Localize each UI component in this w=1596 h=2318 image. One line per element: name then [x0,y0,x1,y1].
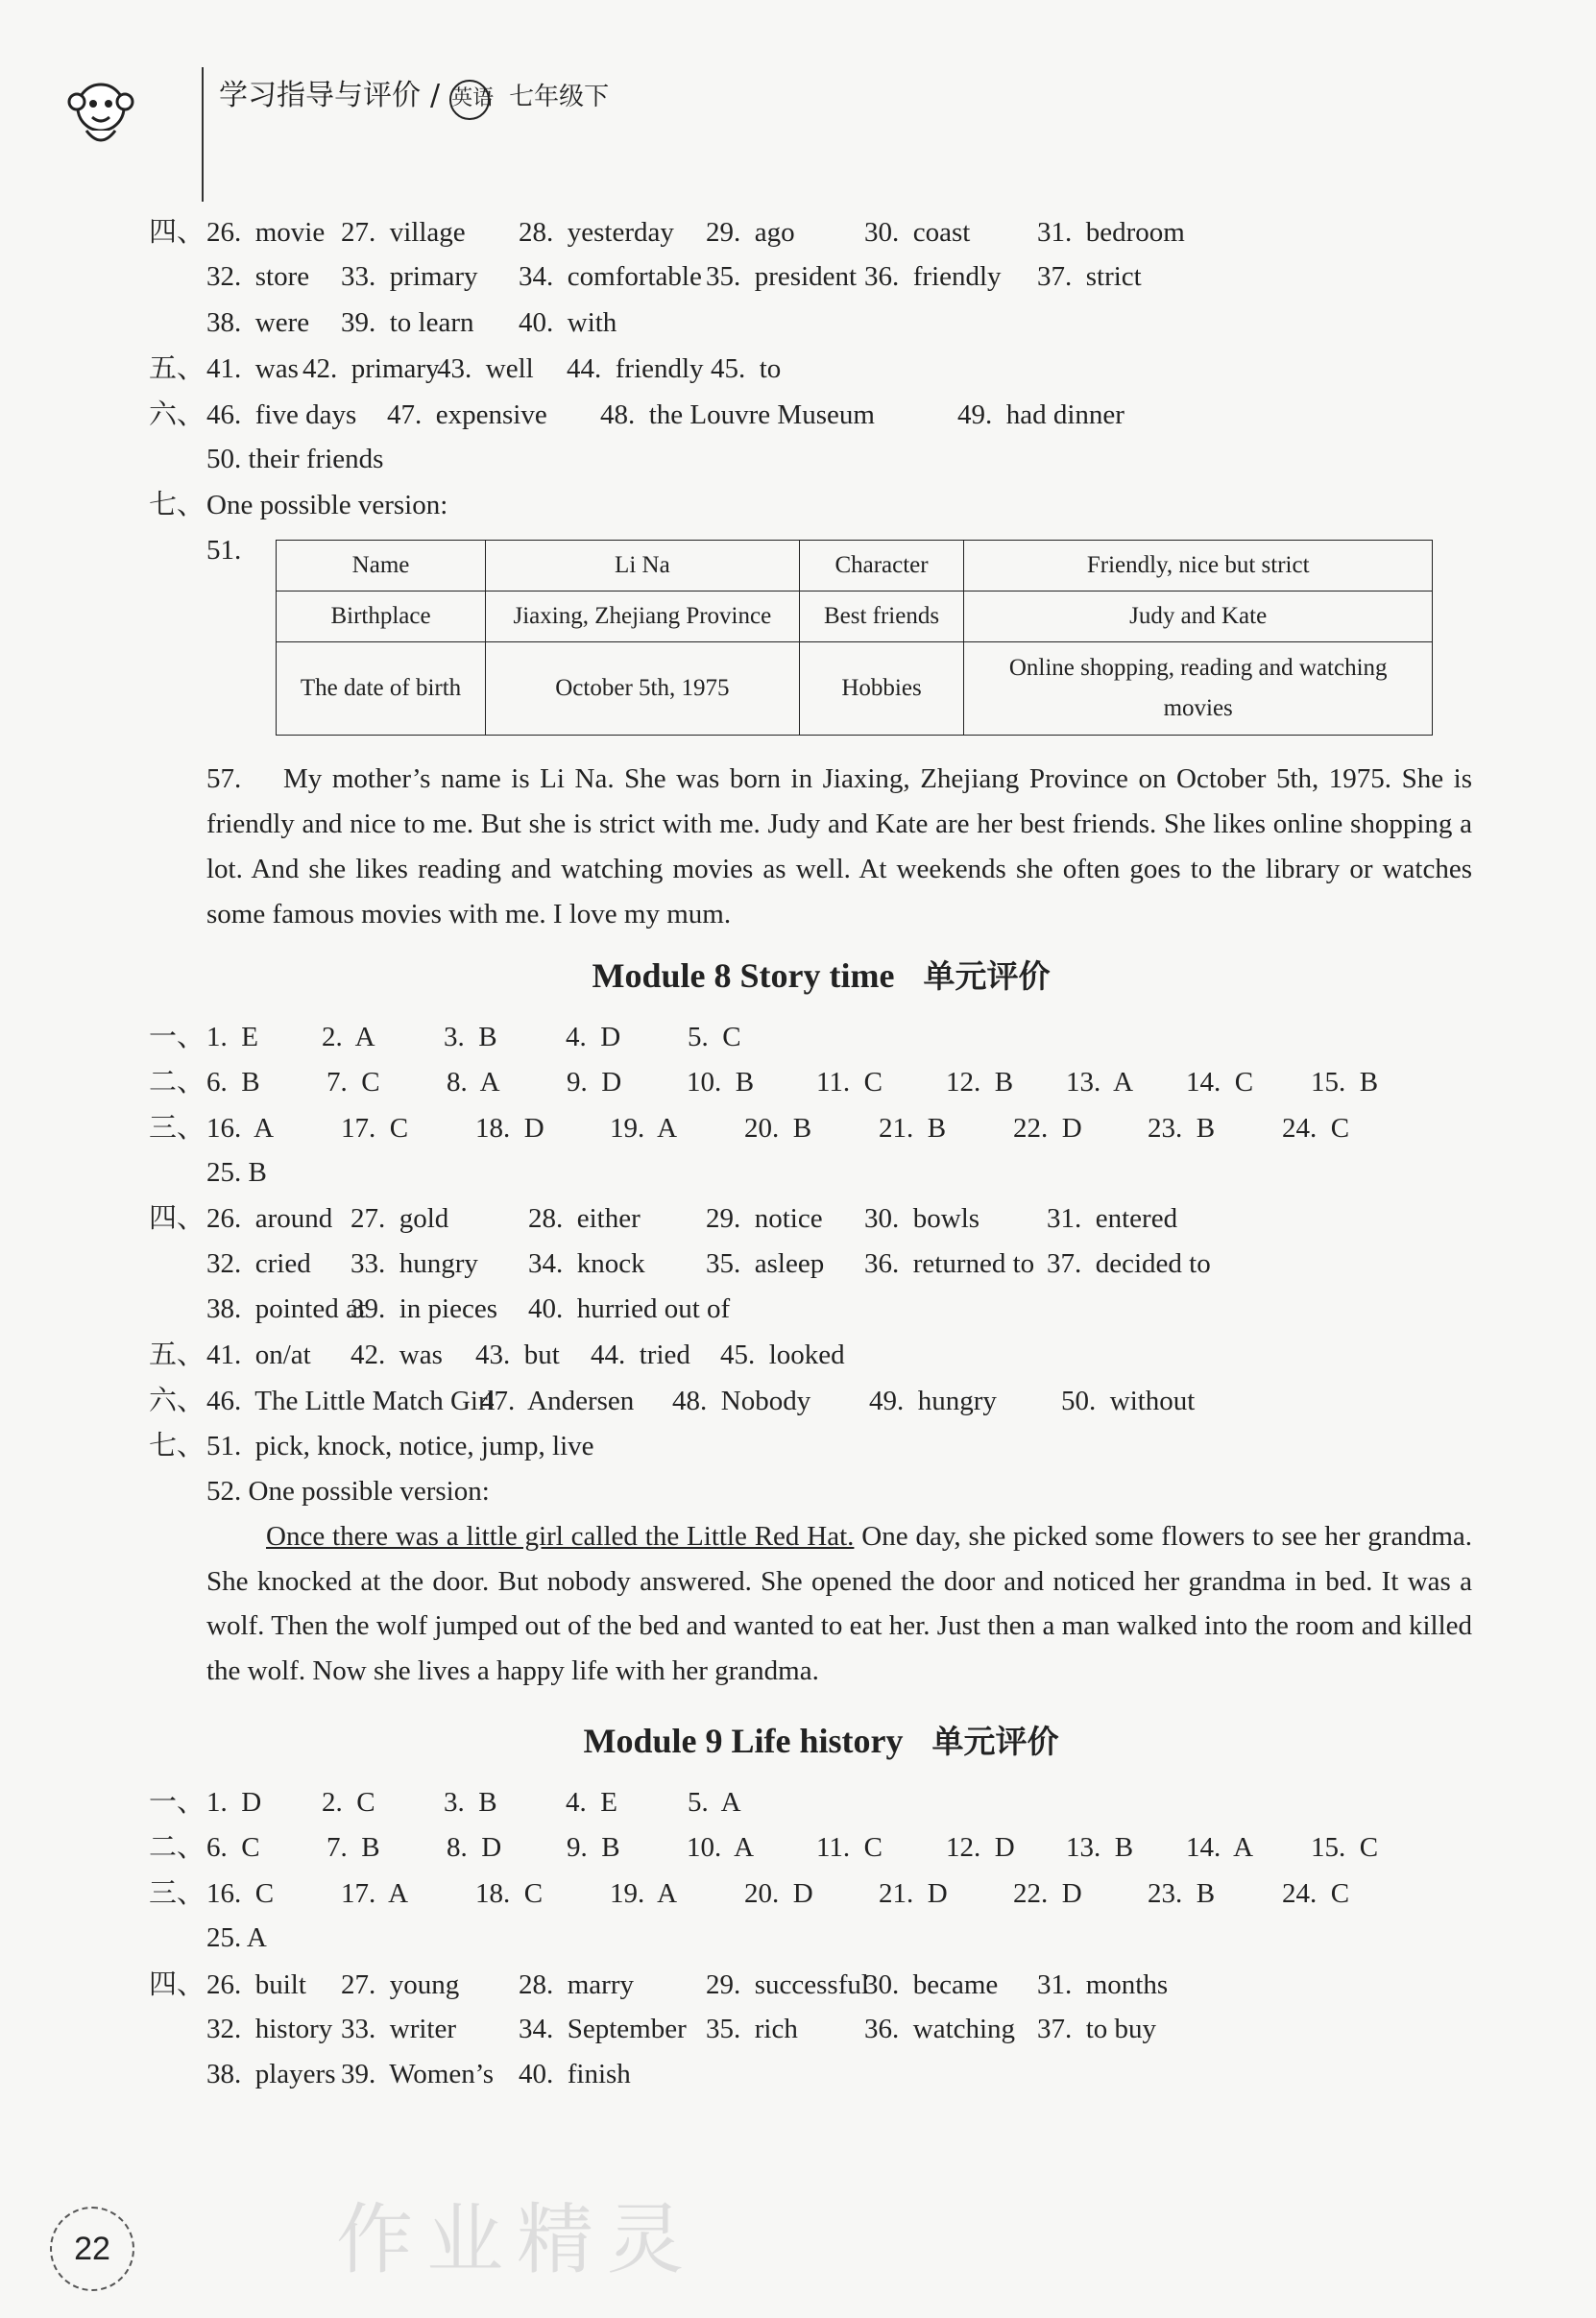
answer-item: 43. but [475,1340,560,1371]
answer-item: 6. B [206,1067,260,1099]
answer-row [149,2052,1436,2097]
answer-item: 28. yesterday [519,217,674,248]
answer-item: 30. bowls [864,1203,980,1235]
table-cell: Character [799,541,964,592]
answer-item: 10. A [687,1832,755,1864]
answer-item: 11. C [816,1832,883,1864]
header-divider [202,67,204,202]
module9-title: Module 9 Life history 单元评价 [583,1722,1059,1761]
m8-q6 [149,1378,1436,1423]
table-cell: Jiaxing, Zhejiang Province [486,592,800,642]
answer-item: 20. B [744,1112,812,1144]
answer-item: 39. to learn [341,306,474,338]
answer-item: 51. pick, knock, notice, jump, live [206,1431,594,1462]
answer-item: 10. B [687,1067,755,1099]
answer-item: 9. B [567,1832,620,1864]
answer-item: 27. village [341,217,466,248]
answer-row [149,301,1436,346]
section-marker: 二、 [149,1830,206,1864]
answer-item: 30. coast [864,217,971,248]
answer-item: 1. E [206,1021,258,1052]
answer-item: 27. gold [351,1203,449,1235]
answer-item: 21. D [879,1877,948,1909]
answer-item: 5. C [688,1021,741,1052]
table-row [277,592,1433,642]
table-cell: Online shopping, reading and watching movies [964,642,1433,736]
answer-item: 23. B [1148,1877,1216,1909]
answer-item: 27. young [341,1968,460,2000]
answer-item: 7. C [326,1067,380,1099]
answer-item: 37. to buy [1037,2013,1157,2044]
answer-item: 9. D [567,1067,622,1099]
answer-item: 41. on/at [206,1340,311,1371]
answer-item: 28. marry [519,1968,634,2000]
answer-content [149,209,1472,2098]
answer-item: 28. either [528,1203,641,1235]
watermark: 作业精灵 [336,2195,697,2284]
table-cell: October 5th, 1975 [486,642,800,736]
answer-item: 36. watching [864,2013,1016,2044]
answer-item: 26. movie [206,217,326,248]
answer-item: 38. players [206,2059,336,2090]
answer-item: 49. hungry [869,1385,997,1416]
answer-item: 26. around [206,1203,333,1235]
section-marker: 五、 [149,1338,206,1371]
prev-q7: 七、One possible version: [149,488,448,521]
answer-item: 42. primary [302,353,440,385]
answer-item: 48. Nobody [672,1385,811,1416]
answer-item: 24. C [1282,1112,1350,1144]
section-marker: 四、 [149,1967,206,2000]
prev-q6 [149,392,1436,437]
m8-q3 [149,1105,1436,1150]
table-cell: Birthplace [277,592,486,642]
answer-item: 31. bedroom [1037,217,1185,248]
answer-item: 16. C [206,1877,275,1909]
answer-item: 18. D [475,1112,544,1144]
answer-item: 19. A [610,1112,678,1144]
answer-item: 35. rich [706,2013,798,2044]
section-marker: 三、 [149,1875,206,1909]
answer-item: 35. asleep [706,1247,825,1279]
table-cell: Friendly, nice but strict [964,541,1433,592]
answer-item: 44. friendly [567,353,704,385]
answer-item: 41. was [206,353,299,385]
answer-row [149,1195,1436,1241]
m8-q1 [149,1014,1436,1059]
answer-item: 37. decided to [1047,1247,1211,1279]
answer-item: 15. C [1311,1832,1379,1864]
table-cell: Judy and Kate [964,592,1433,642]
m9-q1 [149,1779,1436,1824]
prev-q50: 50. their friends [206,443,384,474]
m8-story: Once there was a little girl called the Little Red Hat. One day, she picked some flowers to see her grandma. She knocked at the door. But nobody answered. She opened the door and noticed her grandma in bed. It was a wolf. Then the wolf jumped out of the bed and wanted to eat her. Just then a man walked into the room and killed the wolf. Now she lives a happy life with her grandma. [206,1521,1472,1686]
answer-item: 12. B [946,1067,1014,1099]
answer-item: 37. strict [1037,261,1142,293]
answer-item: 12. D [946,1832,1015,1864]
m8-q52: 52. One possible version: [206,1475,490,1507]
answer-item: 47. Andersen [480,1385,635,1416]
answer-item: 32. store [206,261,310,293]
answer-item: 4. D [566,1021,621,1052]
answer-item: 8. A [447,1067,500,1099]
answer-item: 31. months [1037,1968,1169,2000]
section-marker: 六、 [149,1383,206,1416]
answer-item: 36. friendly [864,261,1002,293]
answer-row [149,2007,1436,2052]
answer-item: 33. hungry [351,1247,478,1279]
subject-badge: 英语 [449,80,490,120]
answer-item: 13. A [1066,1067,1134,1099]
section-marker: 四、 [149,1201,206,1235]
section-marker: 二、 [149,1065,206,1099]
table-cell: The date of birth [277,642,486,736]
answer-item: 20. D [744,1877,813,1909]
answer-item: 21. B [879,1112,947,1144]
m8-q25: 25. B [206,1156,267,1188]
table-cell: Name [277,541,486,592]
answer-item: 31. entered [1047,1203,1178,1235]
answer-item: 22. D [1013,1877,1082,1909]
answer-item: 34. comfortable [519,261,702,293]
answer-item: 40. finish [519,2059,631,2090]
table-row [277,642,1433,736]
prev-q5 [149,346,1436,391]
info-table [276,540,1433,736]
monkey-mascot-icon [58,67,144,154]
answer-item: 38. were [206,306,310,338]
answer-item: 6. C [206,1832,260,1864]
answer-item: 33. primary [341,261,478,293]
answer-item: 19. A [610,1877,678,1909]
answer-item: 39. in pieces [351,1293,498,1325]
page-number: 22 [50,2207,134,2291]
section-marker: 六、 [149,397,206,430]
answer-item: 14. A [1186,1832,1254,1864]
m9-q4 [149,1962,1436,2098]
answer-item: 43. well [437,353,534,385]
answer-item: 11. C [816,1067,883,1099]
prev-q51-label: 51. [206,534,242,566]
answer-item: 47. expensive [387,398,547,430]
answer-item: 8. D [447,1832,502,1864]
prev-q57: 57. My mother’s name is Li Na. She was born in Jiaxing, Zhejiang Province on October 5th, 1975. She is friendly and nice to me. But she is strict with me. Judy and Kate are her best friends. She likes online shopping a lot. And she likes reading and watching movies as well. At weekends she often goes to the library or watches some famous movies with me. I love my mum. [206,762,1472,930]
answer-item: 46. five days [206,398,357,430]
header-title: 学习指导与评价 / 英语 七年级下 [219,71,609,120]
table-cell: Li Na [486,541,800,592]
answer-item: 32. history [206,2013,333,2044]
answer-item: 13. B [1066,1832,1134,1864]
answer-row [149,209,1436,254]
answer-item: 35. president [706,261,858,293]
answer-item: 44. tried [591,1340,690,1371]
answer-item: 38. pointed at [206,1293,366,1325]
prev-q4 [149,209,1436,346]
section-marker: 三、 [149,1110,206,1144]
answer-item: 24. C [1282,1877,1350,1909]
m9-q3 [149,1871,1436,1916]
answer-item: 29. successful [706,1968,869,2000]
answer-item: 7. B [326,1832,380,1864]
answer-row [149,254,1436,300]
section-marker: 七、 [149,1429,206,1462]
answer-item: 45. to [711,353,782,385]
answer-item: 17. C [341,1112,409,1144]
answer-item: 40. with [519,306,617,338]
section-marker: 一、 [149,1019,206,1052]
table-cell: Best friends [799,592,964,642]
answer-item: 30. became [864,1968,999,2000]
answer-item: 3. B [444,1787,497,1819]
answer-item: 34. knock [528,1247,645,1279]
answer-item: 14. C [1186,1067,1254,1099]
answer-item: 17. A [341,1877,409,1909]
answer-item: 36. returned to [864,1247,1035,1279]
answer-item: 48. the Louvre Museum [600,398,875,430]
answer-item: 33. writer [341,2013,456,2044]
answer-item: 1. D [206,1787,262,1819]
answer-item: 16. A [206,1112,275,1144]
m8-q5 [149,1332,1436,1377]
m8-q7 [149,1423,1436,1468]
answer-item: 18. C [475,1877,544,1909]
answer-item: 42. was [351,1340,443,1371]
answer-row [149,1962,1436,2007]
section-marker: 一、 [149,1785,206,1819]
answer-item: 50. without [1061,1385,1196,1416]
module8-title: Module 8 Story time 单元评价 [592,955,1051,995]
answer-item: 40. hurried out of [528,1293,731,1325]
answer-item: 15. B [1311,1067,1379,1099]
table-cell: Hobbies [799,642,964,736]
answer-item: 49. had dinner [957,398,1124,430]
m9-q25: 25. A [206,1922,267,1954]
answer-item: 46. The Little Match Girl [206,1385,496,1416]
m8-q4 [149,1195,1436,1332]
answer-item: 34. September [519,2013,687,2044]
answer-item: 29. ago [706,217,795,248]
answer-item: 5. A [688,1787,741,1819]
answer-row [149,1242,1436,1287]
table-row [277,541,1433,592]
answer-item: 45. looked [720,1340,845,1371]
answer-item: 26. built [206,1968,306,2000]
answer-item: 29. notice [706,1203,823,1235]
section-marker: 四、 [149,215,206,248]
answer-item: 23. B [1148,1112,1216,1144]
m9-q2 [149,1824,1436,1870]
m8-q2 [149,1059,1436,1104]
answer-item: 22. D [1013,1112,1082,1144]
answer-item: 2. C [322,1787,375,1819]
answer-item: 39. Women’s [341,2059,495,2090]
answer-item: 2. A [322,1021,375,1052]
answer-item: 4. E [566,1787,617,1819]
section-marker: 五、 [149,351,206,385]
answer-row [149,1287,1436,1332]
answer-item: 32. cried [206,1247,311,1279]
page-header [58,58,1536,144]
answer-item: 3. B [444,1021,497,1052]
